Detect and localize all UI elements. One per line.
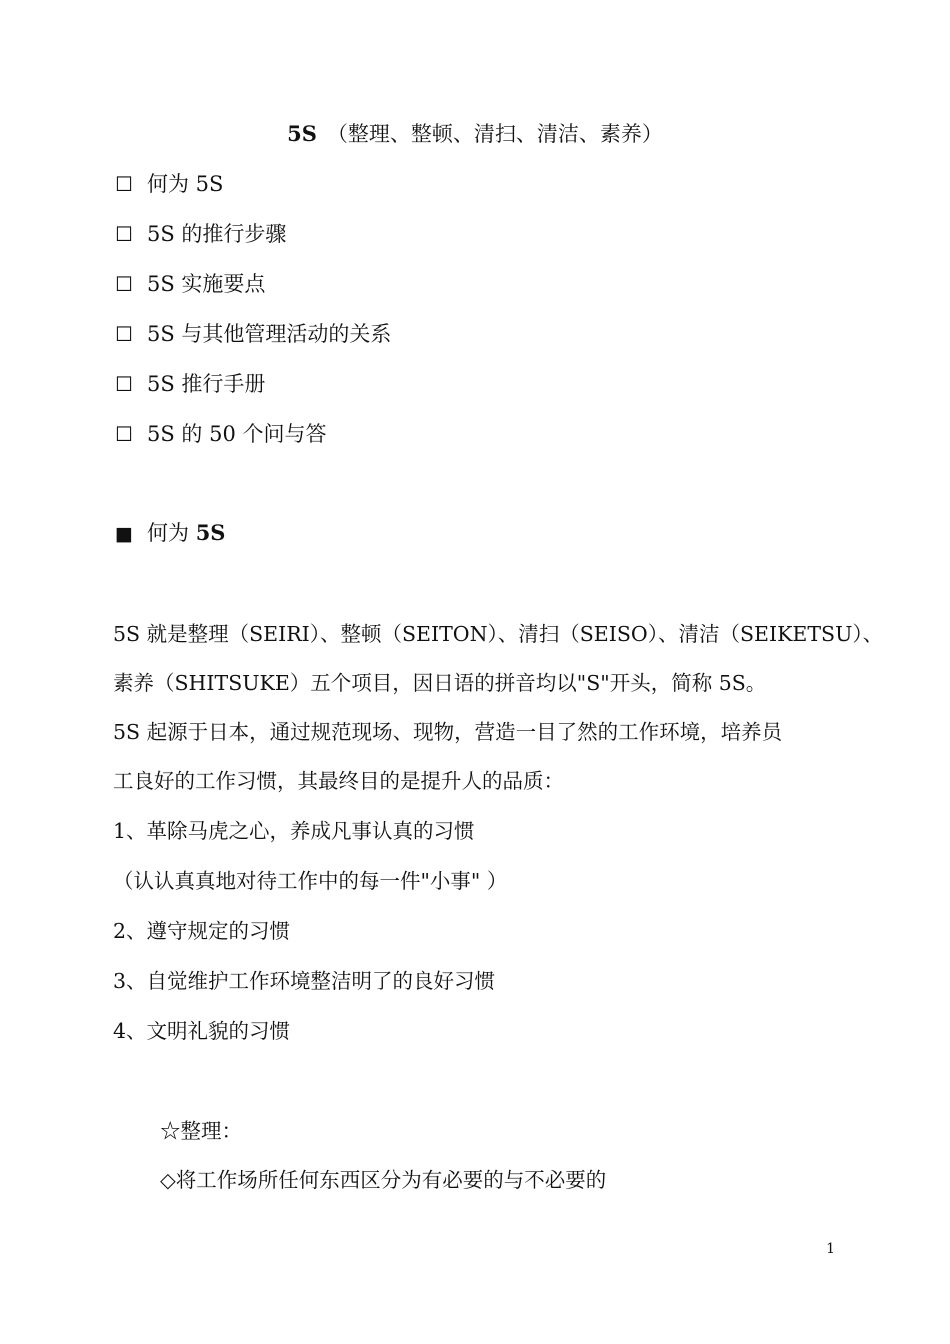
page-number: 1 <box>826 1241 835 1257</box>
body-line: 3、自觉维护工作环境整洁明了的良好习惯 <box>113 969 496 993</box>
page-title <box>0 118 950 150</box>
section-heading-bold: 5S <box>195 520 226 545</box>
body-line: 1、革除马虎之心，养成凡事认真的习惯 <box>113 819 475 843</box>
checkbox-icon: ☐ <box>115 222 133 246</box>
body-line: 4、文明礼貌的习惯 <box>113 1019 291 1043</box>
checkbox-icon: ☐ <box>115 372 133 396</box>
checkbox-icon: ☐ <box>115 272 133 296</box>
toc-item-label: 何为 5S <box>147 172 224 196</box>
toc-item <box>115 418 327 450</box>
body-line: 5S 起源于日本，通过规范现场、现物，营造一目了然的工作环境，培养员 <box>113 720 783 744</box>
toc-item <box>115 268 265 300</box>
toc-item <box>115 218 286 250</box>
title-main: 5S <box>287 121 317 146</box>
checkbox-icon: ☐ <box>115 172 133 196</box>
toc-item-label: 5S 的推行步骤 <box>147 222 287 246</box>
section-heading <box>115 517 225 550</box>
checkbox-icon: ☐ <box>115 322 133 346</box>
body-line: 素养（SHITSUKE）五个项目，因日语的拼音均以"S"开头，简称 5S。 <box>113 671 767 695</box>
body-line: 2、遵守规定的习惯 <box>113 919 291 943</box>
toc-item-label: 5S 的 50 个问与答 <box>147 422 327 446</box>
body-line: 5S 就是整理（SEIRI）、整顿（SEITON）、清扫（SEISO）、清洁（SEIKETSU）、 <box>113 622 884 646</box>
checkbox-icon: ☐ <box>115 422 133 446</box>
subsection-heading: ☆整理： <box>160 1119 242 1143</box>
subsection-point: ◇将工作场所任何东西区分为有必要的与不必要的 <box>160 1168 607 1192</box>
body-line: 工良好的工作习惯，其最终目的是提升人的品质： <box>113 769 564 793</box>
toc-item-label: 5S 实施要点 <box>147 272 266 296</box>
body-line: （认认真真地对待工作中的每一件"小事" ） <box>113 869 508 893</box>
section-heading-prefix: 何为 <box>147 521 189 545</box>
title-subtitle: （整理、整顿、清扫、清洁、素养） <box>326 122 663 146</box>
toc-item-label: 5S 推行手册 <box>147 372 266 396</box>
square-bullet-icon: ■ <box>115 523 133 545</box>
toc-item <box>115 168 223 200</box>
toc-item <box>115 318 391 350</box>
toc-item-label: 5S 与其他管理活动的关系 <box>147 322 392 346</box>
toc-item <box>115 368 265 400</box>
